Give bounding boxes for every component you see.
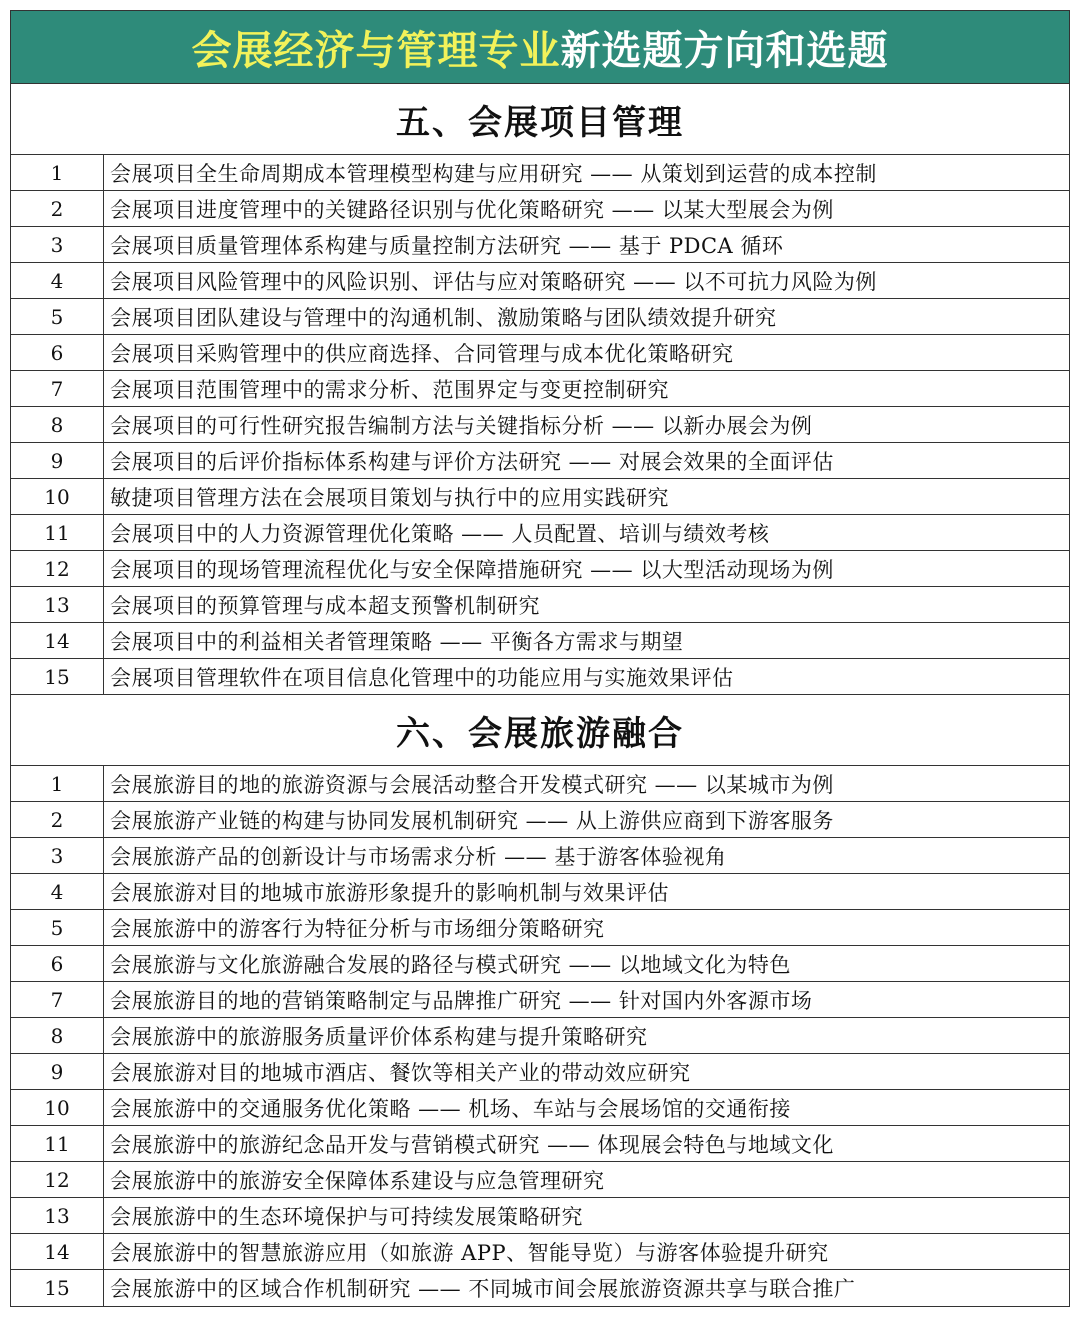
row-number: 15 xyxy=(11,1270,104,1306)
row-topic: 会展旅游中的生态环境保护与可持续发展策略研究 xyxy=(110,1204,583,1229)
section-title: 五、会展项目管理 xyxy=(11,84,1069,155)
section-title: 六、会展旅游融合 xyxy=(11,695,1069,766)
row-topic: 会展项目的后评价指标体系构建与评价方法研究 —— 对展会效果的全面评估 xyxy=(110,449,834,474)
row-topic: 会展项目中的人力资源管理优化策略 —— 人员配置、培训与绩效考核 xyxy=(110,521,770,546)
row-topic: 会展旅游对目的地城市旅游形象提升的影响机制与效果评估 xyxy=(110,880,669,905)
row-topic: 会展项目风险管理中的风险识别、评估与应对策略研究 —— 以不可抗力风险为例 xyxy=(110,269,877,294)
row-number: 1 xyxy=(11,766,104,801)
table-row xyxy=(11,1198,1069,1234)
row-number: 6 xyxy=(11,946,104,981)
row-topic: 会展项目范围管理中的需求分析、范围界定与变更控制研究 xyxy=(110,377,669,402)
row-topic: 会展旅游中的交通服务优化策略 —— 机场、车站与会展场馆的交通衔接 xyxy=(110,1096,791,1121)
topic-list xyxy=(11,766,1069,1306)
row-topic: 会展项目采购管理中的供应商选择、合同管理与成本优化策略研究 xyxy=(110,341,734,366)
row-number: 9 xyxy=(11,1054,104,1089)
page-title xyxy=(11,11,1069,84)
row-topic: 会展项目质量管理体系构建与质量控制方法研究 —— 基于 PDCA 循环 xyxy=(110,233,784,258)
topic-sheet xyxy=(10,10,1070,1307)
row-topic: 会展项目进度管理中的关键路径识别与优化策略研究 —— 以某大型展会为例 xyxy=(110,197,834,222)
row-topic: 会展旅游中的区域合作机制研究 —— 不同城市间会展旅游资源共享与联合推广 xyxy=(110,1277,856,1301)
row-number: 12 xyxy=(11,551,104,586)
table-row xyxy=(11,263,1069,299)
row-topic: 会展旅游对目的地城市酒店、餐饮等相关产业的带动效应研究 xyxy=(110,1060,691,1085)
table-row xyxy=(11,1270,1069,1306)
row-number: 10 xyxy=(11,1090,104,1125)
row-topic: 会展项目的现场管理流程优化与安全保障措施研究 —— 以大型活动现场为例 xyxy=(110,557,834,582)
row-topic: 会展旅游与文化旅游融合发展的路径与模式研究 —— 以地域文化为特色 xyxy=(110,952,791,977)
table-row xyxy=(11,1090,1069,1126)
row-topic: 会展旅游目的地的营销策略制定与品牌推广研究 —— 针对国内外客源市场 xyxy=(110,988,813,1013)
row-number: 3 xyxy=(11,227,104,262)
row-number: 15 xyxy=(11,659,104,694)
row-topic: 会展项目团队建设与管理中的沟通机制、激励策略与团队绩效提升研究 xyxy=(110,305,777,330)
table-row xyxy=(11,443,1069,479)
topic-list xyxy=(11,155,1069,695)
row-number: 14 xyxy=(11,1234,104,1269)
row-topic: 会展旅游中的旅游纪念品开发与营销模式研究 —— 体现展会特色与地域文化 xyxy=(110,1132,834,1157)
row-number: 5 xyxy=(11,299,104,334)
table-row xyxy=(11,299,1069,335)
row-number: 12 xyxy=(11,1162,104,1197)
table-row xyxy=(11,659,1069,695)
row-number: 4 xyxy=(11,874,104,909)
row-number: 13 xyxy=(11,1198,104,1233)
table-row xyxy=(11,1126,1069,1162)
table-row xyxy=(11,227,1069,263)
row-topic: 敏捷项目管理方法在会展项目策划与执行中的应用实践研究 xyxy=(110,485,669,510)
row-topic: 会展旅游中的游客行为特征分析与市场细分策略研究 xyxy=(110,916,605,941)
row-topic: 会展项目全生命周期成本管理模型构建与应用研究 —— 从策划到运营的成本控制 xyxy=(110,161,877,186)
table-row xyxy=(11,1018,1069,1054)
row-topic: 会展项目管理软件在项目信息化管理中的功能应用与实施效果评估 xyxy=(110,665,734,690)
row-topic: 会展旅游产品的创新设计与市场需求分析 —— 基于游客体验视角 xyxy=(110,844,727,869)
row-number: 8 xyxy=(11,1018,104,1053)
row-number: 8 xyxy=(11,407,104,442)
row-number: 4 xyxy=(11,263,104,298)
table-row xyxy=(11,838,1069,874)
table-row xyxy=(11,766,1069,802)
row-topic: 会展旅游目的地的旅游资源与会展活动整合开发模式研究 —— 以某城市为例 xyxy=(110,772,834,797)
table-row xyxy=(11,407,1069,443)
row-number: 11 xyxy=(11,515,104,550)
table-row xyxy=(11,551,1069,587)
table-row xyxy=(11,479,1069,515)
table-row xyxy=(11,982,1069,1018)
row-topic: 会展项目中的利益相关者管理策略 —— 平衡各方需求与期望 xyxy=(110,629,684,654)
table-row xyxy=(11,335,1069,371)
table-row xyxy=(11,874,1069,910)
row-number: 1 xyxy=(11,155,104,190)
table-row xyxy=(11,946,1069,982)
table-row xyxy=(11,1054,1069,1090)
table-row xyxy=(11,587,1069,623)
table-row xyxy=(11,371,1069,407)
row-number: 7 xyxy=(11,982,104,1017)
row-topic: 会展旅游中的智慧旅游应用（如旅游 APP、智能导览）与游客体验提升研究 xyxy=(110,1240,829,1265)
row-number: 2 xyxy=(11,191,104,226)
table-row xyxy=(11,1162,1069,1198)
row-number: 14 xyxy=(11,623,104,658)
row-topic: 会展旅游产业链的构建与协同发展机制研究 —— 从上游供应商到下游客服务 xyxy=(110,808,834,833)
row-topic: 会展项目的可行性研究报告编制方法与关键指标分析 —— 以新办展会为例 xyxy=(110,413,813,438)
row-number: 3 xyxy=(11,838,104,873)
section-project-management xyxy=(11,84,1069,695)
row-number: 6 xyxy=(11,335,104,370)
table-row xyxy=(11,515,1069,551)
row-number: 5 xyxy=(11,910,104,945)
section-tourism-integration xyxy=(11,695,1069,1306)
row-number: 13 xyxy=(11,587,104,622)
row-topic: 会展项目的预算管理与成本超支预警机制研究 xyxy=(110,593,540,618)
row-topic: 会展旅游中的旅游安全保障体系建设与应急管理研究 xyxy=(110,1168,605,1193)
row-number: 10 xyxy=(11,479,104,514)
table-row xyxy=(11,623,1069,659)
row-number: 11 xyxy=(11,1126,104,1161)
title-rest: 新选题方向和选题 xyxy=(560,26,889,74)
table-row xyxy=(11,802,1069,838)
row-topic: 会展旅游中的旅游服务质量评价体系构建与提升策略研究 xyxy=(110,1024,648,1049)
table-row xyxy=(11,191,1069,227)
table-row xyxy=(11,1234,1069,1270)
table-row xyxy=(11,155,1069,191)
table-row xyxy=(11,910,1069,946)
row-number: 9 xyxy=(11,443,104,478)
row-number: 2 xyxy=(11,802,104,837)
row-number: 7 xyxy=(11,371,104,406)
title-highlight: 会展经济与管理专业 xyxy=(191,26,561,74)
